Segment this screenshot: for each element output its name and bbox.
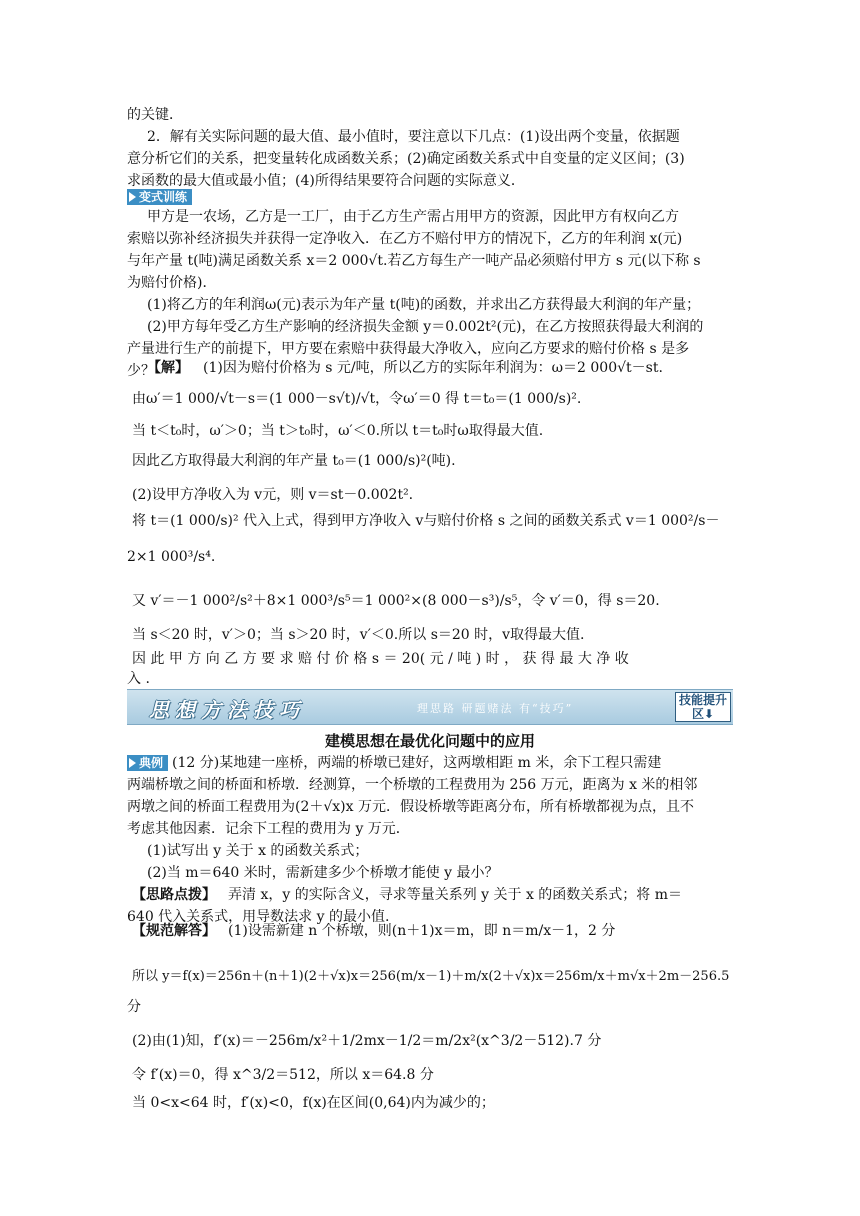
text-line: 两墩之间的桥面工程费用为(2＋√x)x 万元．假设桥墩等距离分布，所有桥墩都视为点，且不 <box>127 799 694 815</box>
answer-line: 【规范解答】 (1)设需新建 n 个桥墩，则(n＋1)x＝m，即 n＝m/x－1，2 分 <box>132 923 616 939</box>
text-line: 甲方是一农场，乙方是一工厂，由于乙方生产需占用甲方的资源，因此甲方有权向乙方 <box>147 209 679 225</box>
text-line: 因此乙方取得最大利润的年产量 t₀＝(1 000/s)²(吨). <box>132 453 456 469</box>
text-line: 2．解有关实际问题的最大值、最小值时，要注意以下几点：(1)设出两个变量，依据题 <box>147 129 680 145</box>
text-line: 当 t＜t₀时，ω′＞0；当 t＞t₀时，ω′＜0.所以 t＝t₀时ω取得最大值. <box>132 423 544 439</box>
example-line: 典例 (12 分)某地建一座桥，两端的桥墩已建好，这两墩相距 m 米，余下工程只需建 <box>127 752 661 774</box>
text-line: (2)甲方每年受乙方生产影响的经济损失金额 y＝0.002t²(元)，在乙方按照获得最大利润的 <box>147 319 704 335</box>
text-line: (1)将乙方的年利润ω(元)表示为年产量 t(吨)的函数，并求出乙方获得最大利润的年产量； <box>147 297 701 313</box>
hint-line: 【思路点拨】 弄清 x，y 的实际含义，寻求等量关系列 y 关于 x 的函数关系式；将 m＝ <box>132 887 683 903</box>
variant-label <box>127 186 196 208</box>
text-line: (1)试写出 y 关于 x 的函数关系式； <box>147 843 369 859</box>
text-line: 产量进行生产的前提下，甲方要在索赔中获得最大净收入，应向乙方要求的赔付价格 s 是多 <box>127 341 690 357</box>
text-line: (2)当 m＝640 米时，需新建多少个桥墩才能使 y 最小？ <box>147 865 499 881</box>
text-line: 入 . <box>127 671 150 687</box>
text-line: 所以 y＝f(x)＝256n＋(n＋1)(2＋√x)x＝256(m/x－1)＋m/x(2＋√x)x＝256m/x＋m√x＋2m－256.5 <box>132 969 730 984</box>
text-line: 当 s＜20 时，v′＞0；当 s＞20 时，v′＜0.所以 s＝20 时，v取得最大值. <box>132 627 585 643</box>
skill-badge: 技能提升区⬇ <box>675 692 731 722</box>
subtitle: 建模思想在最优化问题中的应用 <box>324 732 535 750</box>
text-line: 的关键． <box>127 107 183 123</box>
text-line: 令 f′(x)＝0，得 x^3/2＝512，所以 x＝64.8 分 <box>132 1067 434 1083</box>
section-header <box>127 689 733 725</box>
example-tag: 典例 <box>127 755 168 771</box>
text-line: 求函数的最大值或最小值；(4)所得结果要符合问题的实际意义． <box>127 173 525 189</box>
text-line: 将 t＝(1 000/s)² 代入上式，得到甲方净收入 v与赔付价格 s 之间的函数关系式 v＝1 000²/s－ <box>132 513 720 529</box>
text-line: 当 0<x<64 时，f′(x)<0，f(x)在区间(0,64)内为减少的； <box>132 1095 495 1111</box>
text-line: 分 <box>127 999 141 1015</box>
text-line: (2)设甲方净收入为 v元，则 v＝st－0.002t². <box>132 487 414 503</box>
text-line: 索赔以弥补经济损失并获得一定净收入．在乙方不赔付甲方的情况下，乙方的年利润 x(元) <box>127 231 683 247</box>
section-title: 思想方法技巧 <box>149 698 305 722</box>
text-line: 与年产量 t(吨)满足函数关系 x＝2 000√t.若乙方每生产一吨产品必须赔付甲方 s 元(以下称 s <box>127 253 701 269</box>
text-line: 又 v′＝－1 000²/s²＋8×1 000³/s⁵＝1 000²×(8 000－s³)/s⁵，令 v′＝0，得 s＝20. <box>132 593 660 609</box>
text-line: 由ω′＝1 000/√t－s＝(1 000－s√t)/√t，令ω′＝0 得 t＝t₀＝(1 000/s)². <box>132 391 582 407</box>
text-line: 为赔付价格)． <box>127 275 217 291</box>
text-line: (2)由(1)知，f′(x)＝－256m/x²＋1/2mx－1/2＝m/2x²(x^3/2－512).7 分 <box>132 1033 602 1049</box>
section-slogan: 理思路 研题赌法 有“技巧” <box>417 702 574 715</box>
text-line: 两端桥墩之间的桥面和桥墩．经测算，一个桥墩的工程费用为 256 万元，距离为 x 米的相邻 <box>127 777 698 793</box>
text-line: 因 此 甲 方 向 乙 方 要 求 赔 付 价 格 s ＝ 20( 元 / 吨 ) 时 ， 获 得 最 大 净 收 <box>132 651 629 667</box>
text-line: 少？ <box>127 363 155 379</box>
text-line: 意分析它们的关系，把变量转化成函数关系；(2)确定函数关系式中自变量的定义区间；(3) <box>127 151 685 167</box>
solution-line: 【解】 (1)因为赔付价格为 s 元/吨，所以乙方的实际年利润为：ω＝2 000√t－st. <box>147 360 663 376</box>
text-line: 考虑其他因素．记余下工程的费用为 y 万元． <box>127 821 410 837</box>
text-line: 640 代入关系式，用导数法求 y 的最小值. <box>127 909 390 925</box>
variant-tag: 变式训练 <box>127 189 192 205</box>
text-line: 2×1 000³/s⁴. <box>127 549 216 565</box>
